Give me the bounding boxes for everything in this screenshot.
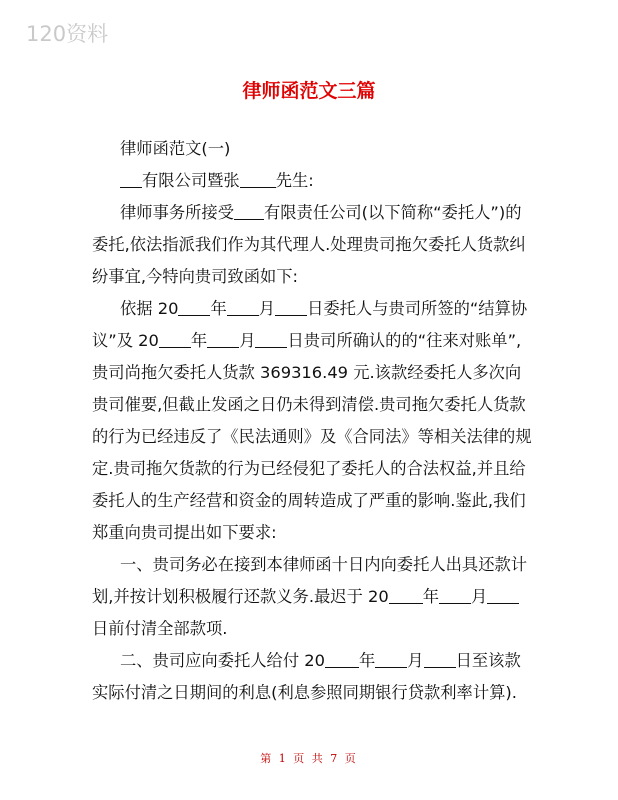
text-line (92, 228, 532, 261)
text-segment: 议”及 20 (92, 331, 159, 350)
document-title: 律师函范文三篇 (242, 80, 376, 102)
text-line (92, 292, 560, 325)
text-segment: 日贵司所确认的的“往来对账单”, (287, 331, 522, 350)
text-segment: 实际付清之日期间的利息(利息参照同期银行贷款利率计算). (92, 683, 517, 702)
text-segment: 委托人的生产经营和资金的周转造成了严重的影响.鉴此,我们 (92, 491, 526, 510)
text-line (92, 676, 532, 709)
text-segment: 纷事宜,今特向贵司致函如下: (92, 267, 299, 286)
text-line (92, 356, 532, 389)
text-segment: 月 (407, 651, 424, 670)
text-segment: 律师函范文(一) (120, 139, 231, 158)
text-segment: 日委托人与贵司所签的“结算协 (307, 299, 528, 318)
text-line (92, 324, 532, 357)
text-segment: 一、贵司务必在接到本律师函十日内向委托人出具还款计 (120, 555, 528, 574)
fill-in-blank (240, 171, 276, 188)
fill-in-blank (234, 203, 264, 220)
text-line (92, 484, 532, 517)
text-segment: 贵司催要,但截止发函之日仍未得到清偿.贵司拖欠委托人货款 (92, 395, 526, 414)
text-segment: 年 (422, 587, 440, 606)
text-segment: 委托,依法指派我们作为其代理人.处理贵司拖欠委托人货款纠 (92, 235, 526, 254)
text-line (92, 644, 560, 677)
fill-in-blank (120, 171, 142, 188)
text-segment: 的行为已经违反了《民法通则》及《合同法》等相关法律的规 (92, 427, 532, 446)
fill-in-blank (255, 331, 287, 348)
text-line (92, 612, 532, 645)
text-segment: 有限责任公司(以下简称“委托人”)的 (263, 203, 522, 222)
fill-in-blank (439, 587, 471, 604)
fill-in-blank (389, 587, 423, 604)
text-segment: 年 (190, 331, 208, 350)
text-segment: 二、贵司应向委托人给付 20 (120, 651, 325, 670)
fill-in-blank (325, 651, 359, 668)
fill-in-blank (487, 587, 519, 604)
text-line (92, 260, 532, 293)
text-segment: 年 (210, 299, 227, 318)
text-segment: 贵司尚拖欠委托人货款 369316.49 元.该款经委托人多次向 (92, 363, 522, 382)
watermark: 120资料 (26, 22, 109, 46)
fill-in-blank (159, 331, 191, 348)
text-line (92, 548, 560, 581)
text-line (92, 164, 560, 197)
text-line (92, 132, 560, 165)
text-segment: 日前付清全部款项. (92, 619, 228, 638)
fill-in-blank (207, 331, 239, 348)
fill-in-blank (227, 299, 259, 316)
text-line (92, 196, 560, 229)
text-segment: 先生: (275, 171, 314, 190)
text-segment: 年 (359, 651, 376, 670)
text-line (92, 516, 532, 549)
text-segment: 有限公司暨张 (142, 171, 240, 190)
text-segment: 律师事务所接受 (120, 203, 234, 222)
fill-in-blank (375, 651, 407, 668)
fill-in-blank (178, 299, 210, 316)
text-segment: 月 (239, 331, 256, 350)
text-segment: 划,并按计划积极履行还款义务.最迟于 20 (92, 587, 389, 606)
text-segment: 定.贵司拖欠货款的行为已经侵犯了委托人的合法权益,并且给 (92, 459, 526, 478)
text-line (92, 420, 532, 453)
fill-in-blank (424, 651, 456, 668)
text-segment: 月 (258, 299, 276, 318)
page-indicator: 第 1 页 共 7 页 (260, 752, 358, 765)
fill-in-blank (275, 299, 307, 316)
text-segment: 月 (471, 587, 488, 606)
text-segment: 依据 20 (120, 299, 179, 318)
text-line (92, 580, 532, 613)
text-segment: 日至该款 (455, 651, 521, 670)
text-line (92, 452, 532, 485)
text-line (92, 388, 532, 421)
text-segment: 郑重向贵司提出如下要求: (92, 523, 277, 542)
